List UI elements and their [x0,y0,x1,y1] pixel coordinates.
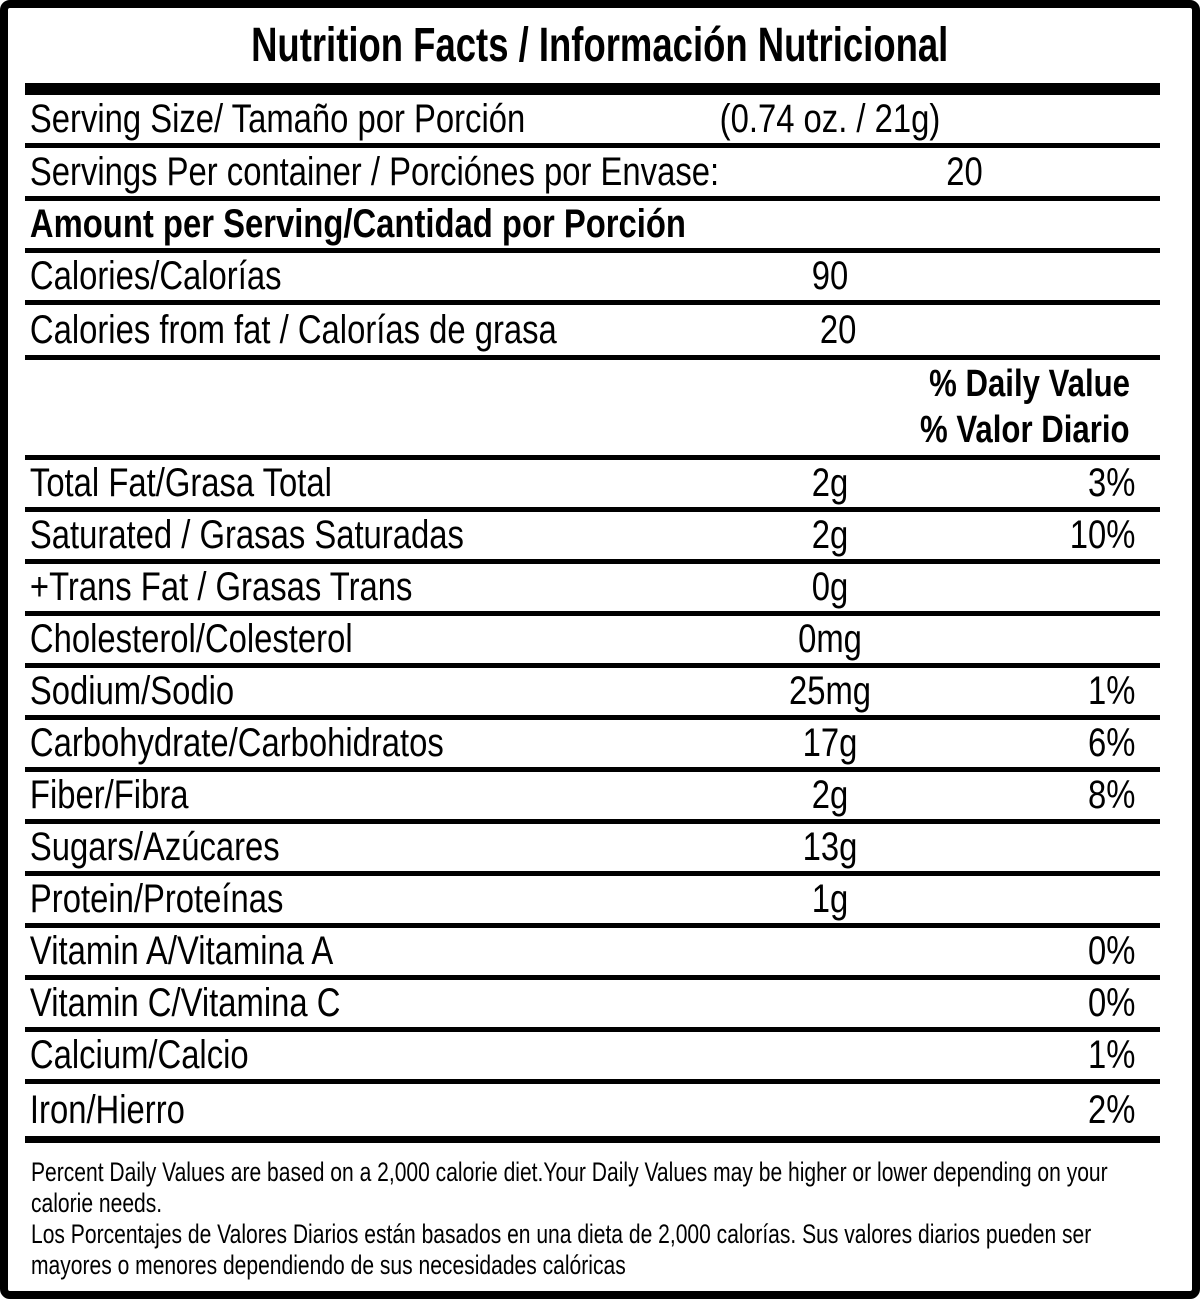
serving-size-row [25,95,1160,148]
nutrient-label: Vitamin C/Vitamina C [29,981,341,1025]
nutrient-amount: 0mg [798,617,862,661]
nutrient-amount: 2g [811,513,849,557]
daily-value-header [25,360,1160,460]
nutrient-dv: 2% [1087,1087,1136,1132]
nutrient-row-vitamin-a [25,928,1160,980]
footnote-line: Los Porcentajes de Valores Diarios están basados en una dieta de 2,000 calorías. Sus valores diarios pueden ser [31,1219,1092,1249]
title-divider-bar [25,83,1160,95]
nutrient-row-calcium [25,1032,1160,1084]
nutrient-label: Cholesterol/Colesterol [29,617,353,661]
nutrient-amount: 1g [811,877,849,921]
nutrient-dv: 8% [1087,773,1136,817]
nutrient-row-carbohydrate [25,720,1160,772]
nutrient-amount: 17g [802,721,858,765]
label-title-bar [8,8,1192,83]
nutrient-label: +Trans Fat / Grasas Trans [29,565,413,609]
nutrient-label: Vitamin A/Vitamina A [29,929,334,973]
servings-per-container-row [25,148,1160,201]
nutrient-dv: 3% [1087,461,1136,505]
footnote [25,1143,1160,1281]
nutrient-dv: 10% [1069,513,1136,557]
servings-per-container-label: Servings Per container / Porciónes por Envase: [29,149,720,194]
nutrient-label: Carbohydrate/Carbohidratos [29,721,444,765]
nutrient-amount: 0g [811,565,849,609]
amount-per-serving-heading: Amount per Serving/Cantidad por Porción [29,202,686,246]
nutrient-label: Sugars/Azúcares [29,825,280,869]
serving-size-label: Serving Size/ Tamaño por Porción [29,96,526,141]
daily-value-header-en: % Daily Value [929,363,1130,405]
nutrient-amount: 2g [811,773,849,817]
nutrient-row-iron [25,1084,1160,1136]
nutrient-label: Iron/Hierro [29,1087,185,1132]
serving-size-value: (0.74 oz. / 21g) [719,96,941,141]
nutrient-label: Protein/Proteínas [29,877,284,921]
nutrient-amount: 2g [811,461,849,505]
nutrient-row-sugars [25,824,1160,876]
nutrient-row-fiber [25,772,1160,824]
nutrient-amount: 13g [802,825,858,869]
nutrient-dv: 6% [1087,721,1136,765]
nutrient-label: Total Fat/Grasa Total [29,461,332,505]
servings-per-container-value: 20 [946,149,984,194]
nutrient-row-trans-fat [25,564,1160,616]
nutrient-label: Calcium/Calcio [29,1033,249,1077]
calories-row [25,253,1160,305]
footnote-line: calorie needs. [31,1188,163,1218]
nutrient-row-total-fat [25,460,1160,512]
nutrient-dv: 0% [1087,981,1136,1025]
footnote-line: Percent Daily Values are based on a 2,000 calorie diet.Your Daily Values may be higher or lower depending on your [31,1157,1108,1187]
calories-from-fat-label: Calories from fat / Calorías de grasa [29,307,557,352]
nutrient-dv: 0% [1087,929,1136,973]
calories-label: Calories/Calorías [29,254,282,298]
nutrient-dv: 1% [1087,1033,1136,1077]
nutrient-label: Sodium/Sodio [29,669,235,713]
nutrient-row-protein [25,876,1160,928]
calories-from-fat-value: 20 [820,307,857,352]
nutrient-row-vitamin-c [25,980,1160,1032]
calories-from-fat-row [25,305,1160,360]
nutrient-row-saturated-fat [25,512,1160,564]
footnote-divider-bar [25,1136,1160,1143]
daily-value-header-es: % Valor Diario [920,409,1130,451]
nutrient-amount: 25mg [788,669,872,713]
calories-value: 90 [811,254,849,298]
label-title: Nutrition Facts / Información Nutricional [251,19,949,72]
nutrient-label: Saturated / Grasas Saturadas [29,513,464,557]
label-content [25,83,1160,1281]
footnote-line: mayores o menores dependiendo de sus necesidades calóricas [31,1250,626,1280]
nutrient-dv: 1% [1087,669,1136,713]
amount-per-serving-row [25,201,1160,253]
nutrient-row-cholesterol [25,616,1160,668]
nutrient-label: Fiber/Fibra [29,773,189,817]
nutrient-row-sodium [25,668,1160,720]
